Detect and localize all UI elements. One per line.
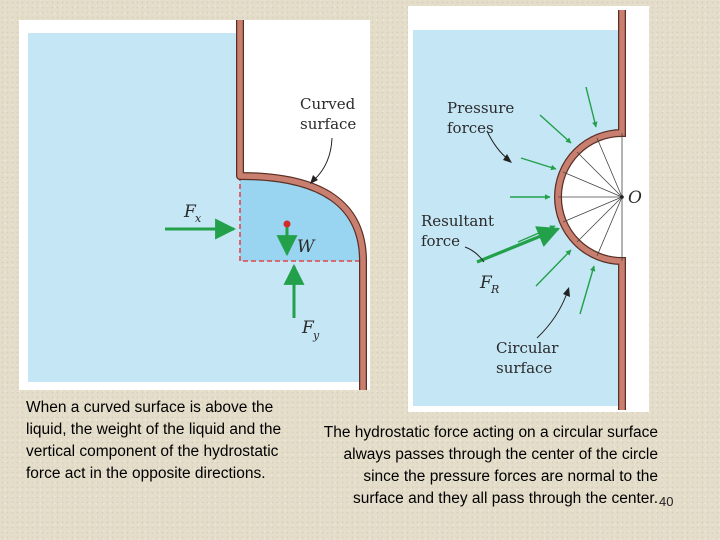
fx-subscript: x <box>195 212 202 225</box>
center-label: O <box>628 188 642 208</box>
w-label: W <box>297 237 315 257</box>
curved-surface-pointer <box>314 138 332 180</box>
caption-left: When a curved surface is above the liquid, the weight of the liquid and the vertical component of the hydrostatic force act in the opposite directions. <box>26 399 282 482</box>
center-point <box>620 195 624 199</box>
pressure-forces-label-line1: Pressure <box>447 99 515 117</box>
circular-surface-label-line1: Circular <box>496 339 559 357</box>
pressure-forces-label-line2: forces <box>447 119 494 137</box>
fy-label: F <box>302 318 314 338</box>
circular-surface-label-line2: surface <box>496 359 553 377</box>
fx-label: F <box>184 202 196 222</box>
left-diagram <box>28 20 363 390</box>
slide-number: 40 <box>659 494 674 509</box>
resultant-force-label-line2: force <box>421 232 461 250</box>
fr-label: F <box>480 273 492 293</box>
fy-subscript: y <box>313 329 320 342</box>
curved-surface-label-line1: Curved <box>300 95 356 113</box>
curved-surface-label-line2: surface <box>300 115 357 133</box>
center-of-gravity-dot <box>284 221 291 228</box>
fr-subscript: R <box>491 283 500 296</box>
caption-right: The hydrostatic force acting on a circular surface always passes through the center of the circle since the pressure forces are normal to the surface and they all pass through the center. <box>323 424 658 507</box>
right-diagram <box>413 10 642 410</box>
resultant-force-label-line1: Resultant <box>421 212 494 230</box>
